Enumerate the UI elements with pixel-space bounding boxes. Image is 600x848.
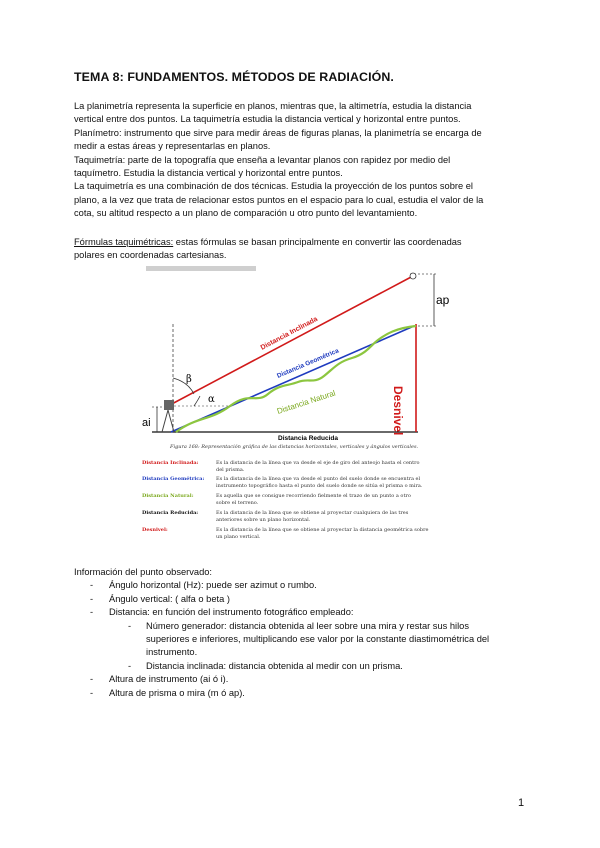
list-item-text: Ángulo horizontal (Hz): puede ser azimut o rumbo. [109, 580, 317, 591]
legend-def-line: Es la distancia de la línea que se obtiene al proyectar la distancia geométrica sobre [216, 527, 429, 533]
legend-term-desnivel: Desnivel: [142, 527, 168, 533]
list-item-text: Ángulo vertical: ( alfa o beta ) [109, 593, 230, 604]
geometrica-label: Distancia Geométrica [276, 347, 340, 380]
list-item [74, 593, 489, 606]
beta-label: β [186, 374, 192, 385]
legend-def-line: Es la distancia de la línea que va desde el eje de giro del anteojo hasta el centro [216, 460, 420, 466]
distancia-natural-line [176, 326, 416, 432]
legend-def-line: Es la distancia de la línea que va desde el punto del suelo donde se encuentra el [216, 476, 421, 482]
sub-list-item-text: Número generador: distancia obtenida al leer sobre una mira y restar sus hilos [146, 620, 469, 631]
distancia-geometrica-line [171, 326, 414, 432]
list-item [74, 673, 489, 686]
alpha-label: α [208, 394, 215, 405]
formulas-text: estas fórmulas se basan principalmente en convertir las coordenadas [173, 237, 462, 247]
legend-def-line: instrumento topográfico hasta el punto del suelo donde se sitúa el prisma o mira. [216, 483, 423, 489]
intro-line: La planimetría representa la superficie en planos, mientras que, la altimetría, estudia la distancia [74, 101, 472, 111]
bullet-dash: - [128, 620, 132, 631]
legend-def-line: un plano vertical. [216, 534, 261, 540]
list-item [74, 687, 489, 700]
natural-label: Distancia Natural [275, 388, 337, 416]
bullet-dash: - [90, 593, 94, 604]
bullet-dash: - [90, 674, 94, 685]
point-info-section [74, 566, 489, 700]
legend-def-line: Es la distancia de la línea que se obtiene al proyectar cualquiera de las tres [216, 510, 409, 516]
list-item-text: Distancia: en función del instrumento fotográfico empleado: [109, 607, 354, 618]
intro-line: plano, a la vez que trata de relacionar estos puntos en el espacio para lo cual, estudia el valor de la [74, 194, 484, 205]
info-heading: Información del punto observado: [74, 567, 212, 577]
formulas-paragraph [74, 236, 524, 263]
sub-list-item [74, 660, 489, 673]
legend-def-line: del prisma. [216, 467, 245, 473]
distances-figure [138, 266, 450, 548]
bullet-dash: - [90, 687, 94, 698]
intro-line: Taquimetría: parte de la topografía que enseña a levantar planos con rapidez por medio del [74, 154, 451, 165]
sub-list-item-text: Distancia inclinada: distancia obtenida al medir con un prisma. [146, 660, 403, 671]
intro-paragraph [74, 100, 524, 221]
bullet-dash: - [90, 580, 94, 591]
inclinada-label: Distancia Inclinada [259, 315, 319, 352]
alpha-arc [194, 396, 200, 406]
reducida-label: Distancia Reducida [278, 435, 338, 442]
legend-term-natural: Distancia Natural: [142, 493, 194, 499]
sub-list-item-continuation: instrumento. [146, 647, 198, 658]
intro-line: taquímetro. Estudia la distancia vertical y horizontal entre puntos. [74, 168, 343, 179]
prism-point [410, 273, 416, 279]
intro-line: medir a estas áreas y representarlas en planos. [74, 141, 271, 152]
legend-term-reducida: Distancia Reducida: [142, 510, 199, 516]
legend-term-geometrica: Distancia Geométrica: [142, 476, 205, 482]
figure-clipped-text [146, 266, 256, 271]
list-item [74, 606, 489, 619]
page-number: 1 [518, 797, 525, 809]
tripod-icon [162, 410, 174, 432]
desnivel-label: Desnivel [391, 386, 405, 436]
intro-line: cota, su altitud respecto a un plano de comparación u otro punto del levantamiento. [74, 208, 418, 219]
ap-label: ap [436, 293, 450, 307]
sub-list-item-continuation: superiores e inferiores, multiplicando ese valor por la constante diastimométrica del [146, 634, 490, 645]
intro-line: vertical entre dos puntos. La taquimetría estudia la distancia vertical y horizontal entre puntos. [74, 114, 461, 125]
legend-def-line: anteriores sobre un plano horizontal. [216, 517, 311, 523]
page-title: TEMA 8: FUNDAMENTOS. MÉTODOS DE RADIACIÓN. [74, 70, 394, 84]
legend-def-line: sobre el terreno. [216, 500, 259, 506]
bullet-dash: - [128, 660, 132, 671]
legend-term-inclinada: Distancia Inclinada: [142, 460, 199, 466]
intro-line: Planímetro: instrumento que sirve para medir áreas de figuras planas, la planimetría se encarga de [74, 127, 482, 138]
list-item-text: Altura de prisma o mira (m ó ap). [109, 687, 245, 698]
bullet-dash: - [90, 607, 94, 618]
total-station-icon [164, 400, 174, 410]
intro-line: La taquimetría es una combinación de dos técnicas. Estudia la proyección de los puntos sobre el [74, 181, 473, 192]
legend-def-line: Es aquella que se consigue recorriendo fielmente el trazo de un punto a otro [216, 493, 411, 499]
sub-list-item [74, 620, 489, 633]
figure-caption: Figura 168: Representación gráfica de las distancias horizontales, verticales y ángulos verticales. [170, 444, 419, 450]
legend [142, 459, 428, 540]
ai-label: ai [142, 417, 151, 429]
list-item-text: Altura de instrumento (ai ó i). [109, 674, 229, 685]
list-item [74, 579, 489, 592]
formulas-heading: Fórmulas taquimétricas: [74, 237, 174, 247]
formulas-text-2: polares en coordenadas cartesianas. [74, 250, 227, 261]
